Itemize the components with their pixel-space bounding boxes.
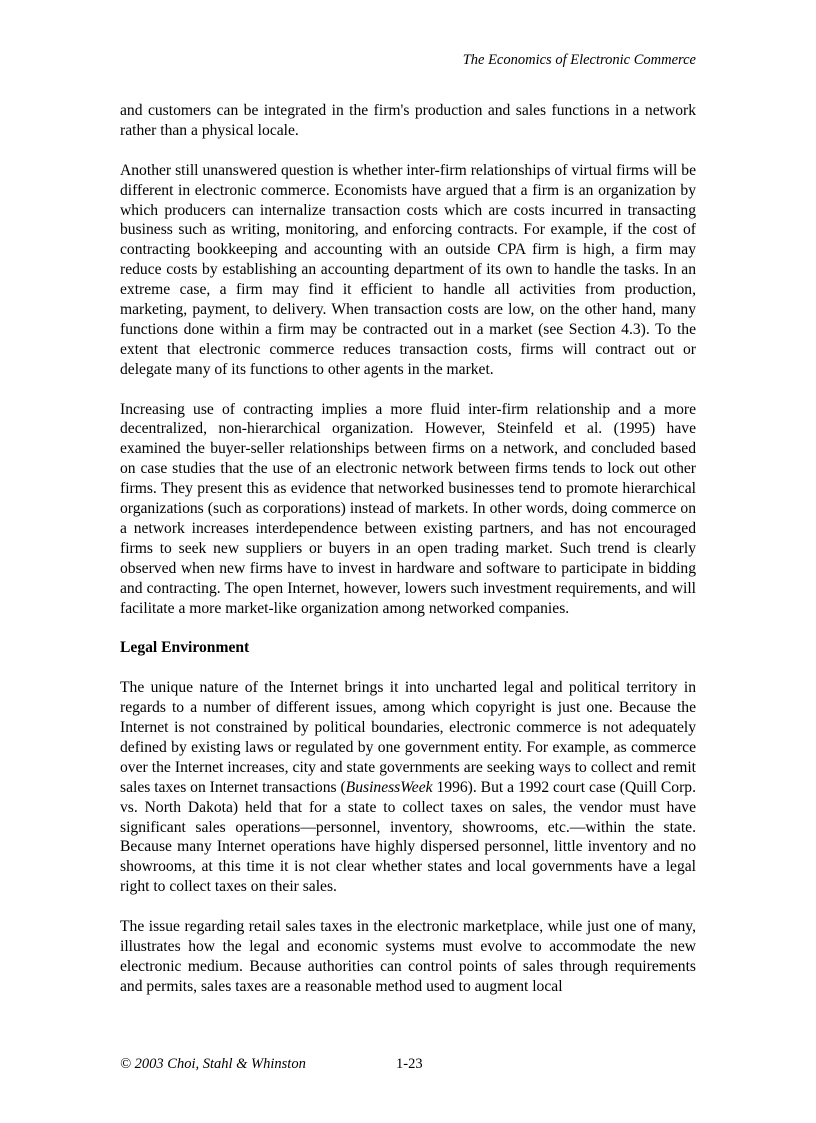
paragraph-contracting: Increasing use of contracting implies a more fluid inter-firm relationship and a more decentralized, non-hierarchical organization. However, Steinfeld et al. (1995) have examined the buyer-seller relationships between firms on a network, and concluded based on case studies that the use of an electronic network between firms tends to lock out other firms. They present this as evidence that networked businesses tend to promote hierarchical organizations (such as corporations) instead of markets. In other words, doing commerce on a network increases interdependence between existing partners, and has not encouraged firms to seek new suppliers or buyers in an open trading market. Such trend is clearly observed when new firms have to invest in hardware and software to participate in bidding and contracting. The open Internet, however, lowers such investment requirements, and will facilitate a more market-like organization among networked companies. [120,400,696,617]
section-heading-legal-environment: Legal Environment [120,639,250,657]
paragraph-legal-territory [120,678,696,897]
citation-businessweek: BusinessWeek [345,778,433,796]
running-header-title: The Economics of Electronic Commerce [462,52,696,68]
paragraph-legal-text-1: The unique nature of the Internet brings it into uncharted legal and political territory in regards to a number of different issues, among which copyright is just one. Because the Internet is not constrained by political boundaries, electronic commerce is not adequately defined by existing laws or regulated by one government entity. For example, as commerce over the Internet increases, city and state governments are seeking ways to collect and remit sales taxes on Internet transactions ( [120,679,696,796]
paragraph-inter-firm-relationships: Another still unanswered question is whether inter-firm relationships of virtual firms will be different in electronic commerce. Economists have argued that a firm is an organization by which producers can internalize transaction costs which are costs incurred in transacting business such as writing, monitoring, and enforcing contracts. For example, if the cost of contracting bookkeeping and accounting with an outside CPA firm is high, a firm may reduce costs by establishing an accounting department of its own to handle the tasks. In an extreme case, a firm may find it efficient to handle all activities from production, marketing, payment, to delivery. When transaction costs are low, on the other hand, many functions done within a firm may be contracted out in a market (see Section 4.3). To the extent that electronic commerce reduces transaction costs, firms will contract out or delegate many of its functions to other agents in the market. [120,161,696,378]
footer-page-number: 1-23 [396,1056,423,1072]
paragraph-legal-text-2: 1996). But a 1992 court case (Quill Corp. vs. North Dakota) held that for a state to collect taxes on sales, the vendor must have significant sales operations—personnel, inventory, showrooms, etc.—within the state. Because many Internet operations have highly dispersed personnel, little inventory and no showrooms, at this time it is not clear whether states and local governments have a legal right to collect taxes on their sales. [120,778,696,896]
body-text [120,101,696,997]
footer-copyright: © 2003 Choi, Stahl & Whinston [120,1056,306,1072]
paragraph-continuation: and customers can be integrated in the firm's production and sales functions in a network rather than a physical locale. [120,102,696,139]
paragraph-sales-taxes: The issue regarding retail sales taxes in the electronic marketplace, while just one of many, illustrates how the legal and economic systems must evolve to accommodate the new electronic medium. Because authorities can control points of sales through requirements and permits, sales taxes are a reasonable method used to augment local [120,918,696,995]
